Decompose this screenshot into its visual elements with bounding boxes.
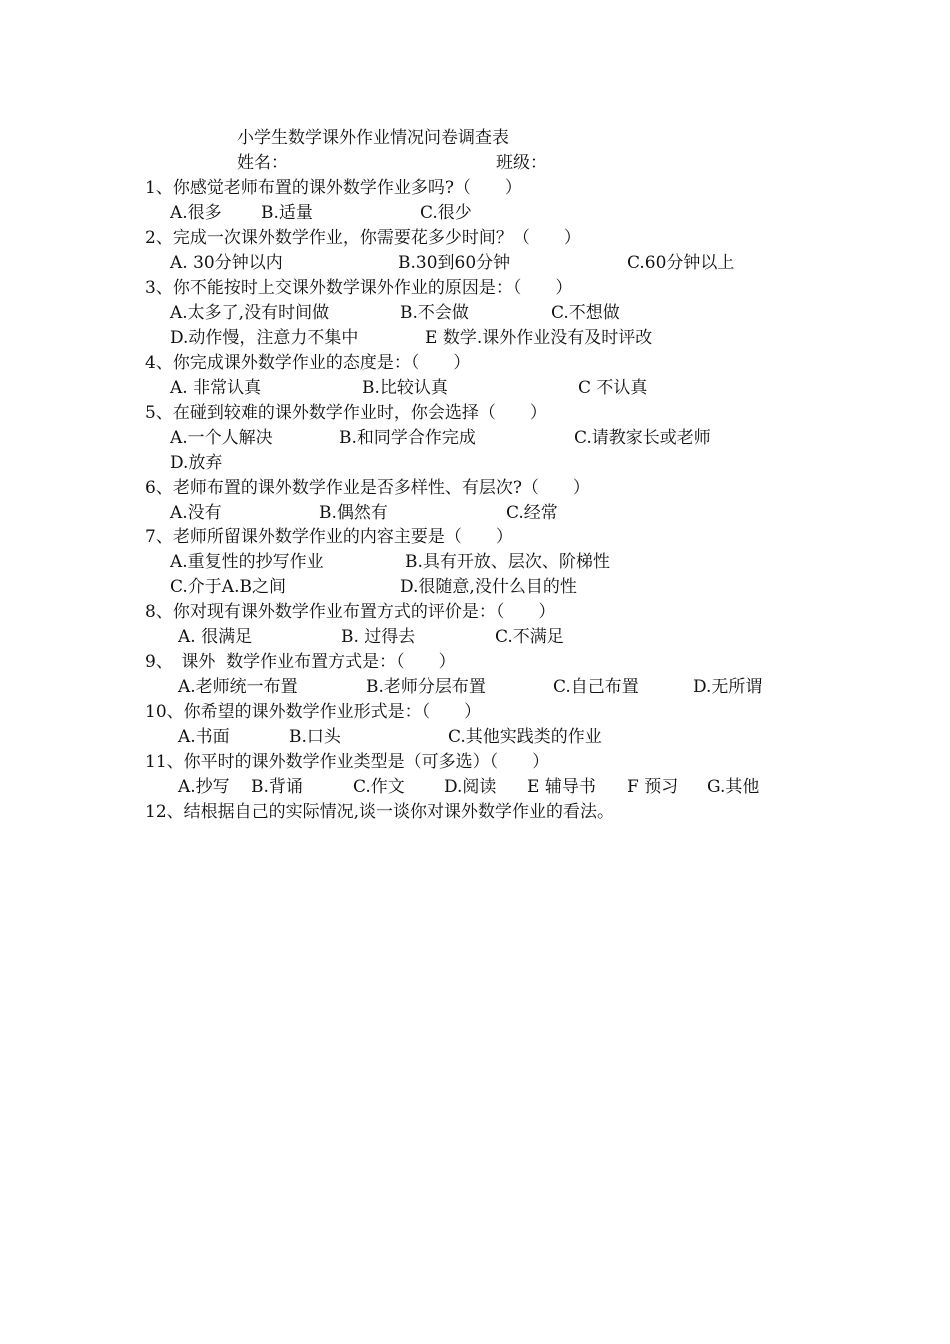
q5-option-c: C.请教家长或老师: [574, 428, 711, 448]
q11-option-d: D.阅读: [444, 777, 497, 797]
q8-option-a: A. 很满足: [178, 627, 253, 647]
q3-option-c: C.不想做: [551, 303, 620, 323]
q7-option-b: B.具有开放、层次、阶梯性: [405, 552, 610, 572]
q2-option-a: A. 30分钟以内: [170, 253, 283, 273]
q6-option-c: C.经常: [506, 503, 558, 523]
q11-option-a: A.抄写: [178, 777, 230, 797]
q7-option-d: D.很随意,没什么目的性: [400, 577, 577, 597]
q4-option-a: A. 非常认真: [170, 378, 262, 398]
q3-option-e: E 数学.课外作业没有及时评改: [425, 328, 653, 348]
q1-option-b: B.适量: [261, 203, 313, 223]
q11-option-c: C.作文: [353, 777, 405, 797]
q11-option-g: G.其他: [707, 777, 760, 797]
q1-option-a: A.很多: [170, 203, 222, 223]
q3-option-a: A.太多了,没有时间做: [170, 303, 330, 323]
question-12: 12、结根据自己的实际情况,谈一谈你对课外数学作业的看法。: [145, 802, 615, 822]
q4-option-b: B.比较认真: [362, 378, 448, 398]
q11-option-b: B.背诵: [251, 777, 303, 797]
question-5: 5、在碰到较难的课外数学作业时，你会选择（ ）: [145, 403, 547, 423]
q3-option-b: B.不会做: [400, 303, 469, 323]
survey-title: 小学生数学课外作业情况问卷调查表: [237, 128, 509, 148]
question-1: 1、你感觉老师布置的课外数学作业多吗?（ ）: [145, 178, 522, 198]
question-8: 8、你对现有课外数学作业布置方式的评价是：（ ）: [145, 602, 556, 622]
q10-option-b: B.口头: [289, 727, 341, 747]
question-11: 11、你平时的课外数学作业类型是（可多选）（ ）: [145, 752, 550, 772]
q10-option-c: C.其他实践类的作业: [448, 727, 602, 747]
q3-option-d: D.动作慢，注意力不集中: [170, 328, 359, 348]
q9-option-d: D.无所谓: [693, 677, 763, 697]
question-2: 2、完成一次课外数学作业，你需要花多少时间？（ ）: [145, 228, 581, 248]
question-7: 7、老师所留课外数学作业的内容主要是（ ）: [145, 527, 513, 547]
q10-option-a: A.书面: [178, 727, 230, 747]
q9-option-a: A.老师统一布置: [178, 677, 298, 697]
q1-option-c: C.很少: [420, 203, 472, 223]
q5-option-a: A.一个人解决: [170, 428, 273, 448]
question-4: 4、你完成课外数学作业的态度是：（ ）: [145, 353, 471, 373]
q2-option-b: B.30到60分钟: [398, 253, 511, 273]
name-label: 姓名：: [237, 153, 288, 173]
q9-option-b: B.老师分层布置: [366, 677, 486, 697]
q2-option-c: C.60分钟以上: [627, 253, 735, 273]
q4-option-c: C 不认真: [578, 378, 648, 398]
question-6: 6、老师布置的课外数学作业是否多样性、有层次?（ ）: [145, 478, 590, 498]
q11-option-f: F 预习: [627, 777, 679, 797]
question-9: 9、 课外 数学作业布置方式是：（ ）: [145, 652, 456, 672]
q6-option-a: A.没有: [170, 503, 222, 523]
class-label: 班级：: [496, 153, 547, 173]
question-3: 3、你不能按时上交课外数学课外作业的原因是：（ ）: [145, 278, 573, 298]
q8-option-c: C.不满足: [495, 627, 564, 647]
q7-option-a: A.重复性的抄写作业: [170, 552, 324, 572]
question-10: 10、你希望的课外数学作业形式是：（ ）: [145, 702, 482, 722]
q5-option-d: D.放弃: [170, 453, 223, 473]
q7-option-c: C.介于A.B之间: [170, 577, 286, 597]
q5-option-b: B.和同学合作完成: [339, 428, 476, 448]
q6-option-b: B.偶然有: [319, 503, 388, 523]
q8-option-b: B. 过得去: [341, 627, 416, 647]
q9-option-c: C.自己布置: [553, 677, 639, 697]
q11-option-e: E 辅导书: [527, 777, 596, 797]
